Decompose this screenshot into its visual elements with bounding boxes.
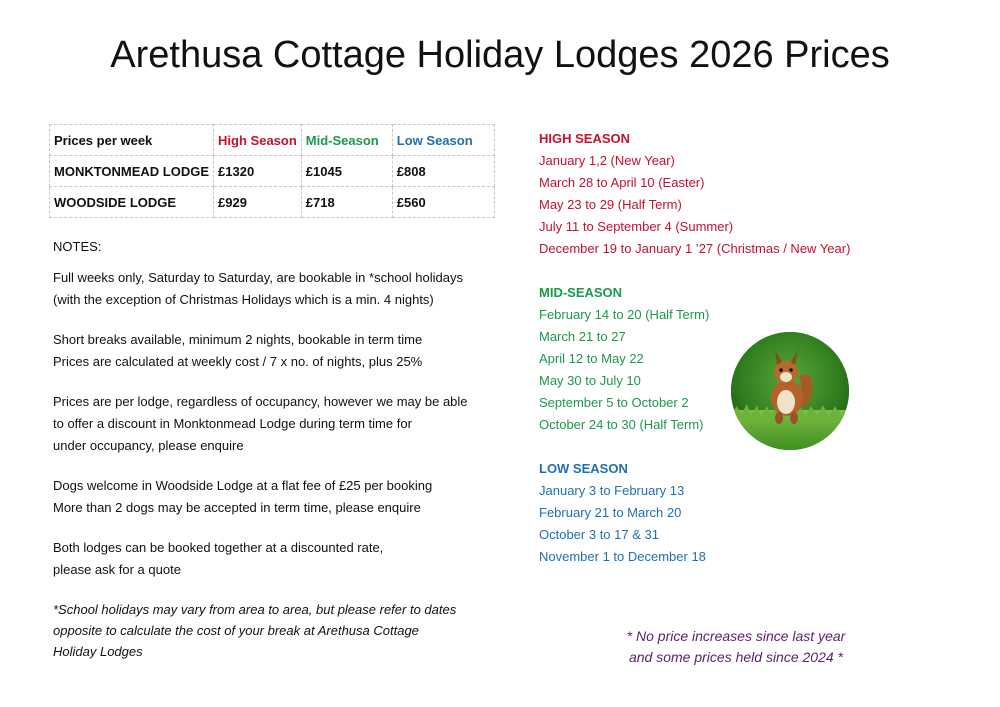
note-line: Prices are calculated at weekly cost / 7 x no. of nights, plus 25%: [53, 354, 423, 369]
low-season-block: [539, 458, 869, 568]
note-paragraph: [53, 267, 493, 311]
promo-line: and some prices held since 2024 *: [628, 649, 844, 665]
note-line: Both lodges can be booked together at a discounted rate,: [53, 540, 384, 555]
season-date: February 21 to March 20: [539, 505, 682, 520]
season-date: July 11 to September 4 (Summer): [539, 219, 734, 234]
season-date: May 23 to 29 (Half Term): [539, 197, 682, 212]
season-date: October 3 to 17 & 31: [539, 527, 659, 542]
high-season-dates: [539, 150, 869, 260]
season-date: December 19 to January 1 ’27 (Christmas / New Year): [539, 241, 851, 256]
season-date: March 21 to 27: [539, 329, 626, 344]
mid-season-title: MID-SEASON: [539, 285, 623, 300]
low-season-dates: [539, 480, 869, 568]
price-mid: £1045: [301, 156, 392, 187]
note-line: Short breaks available, minimum 2 nights, bookable in term time: [53, 332, 423, 347]
table-header-row: [50, 125, 495, 156]
season-date: January 3 to February 13: [539, 483, 685, 498]
season-date: April 12 to May 22: [539, 351, 644, 366]
header-mid-season: Mid-Season: [301, 125, 392, 156]
price-table: [49, 124, 495, 218]
price-low: £560: [392, 187, 494, 218]
note-paragraph: [53, 329, 493, 373]
note-line: Dogs welcome in Woodside Lodge at a flat fee of £25 per booking: [53, 478, 433, 493]
season-date: May 30 to July 10: [539, 373, 641, 388]
footnote-line: *School holidays may vary from area to area, but please refer to dates: [53, 602, 457, 617]
high-season-title: HIGH SEASON: [539, 131, 631, 146]
low-season-title: LOW SEASON: [539, 461, 628, 476]
note-line: under occupancy, please enquire: [53, 438, 244, 453]
high-season-block: [539, 128, 869, 260]
squirrel-photo: [731, 332, 849, 450]
season-date: September 5 to October 2: [539, 395, 689, 410]
header-low-season: Low Season: [392, 125, 494, 156]
season-date: October 24 to 30 (Half Term): [539, 417, 704, 432]
lodge-name: MONKTONMEAD LODGE: [50, 156, 214, 187]
note-line: Prices are per lodge, regardless of occupancy, however we may be able: [53, 394, 468, 409]
squirrel-illustration: [731, 332, 849, 450]
season-date: January 1,2 (New Year): [539, 153, 675, 168]
season-date: February 14 to 20 (Half Term): [539, 307, 710, 322]
note-line: Full weeks only, Saturday to Saturday, are bookable in *school holidays: [53, 270, 463, 285]
note-paragraph: [53, 537, 493, 581]
price-mid: £718: [301, 187, 392, 218]
table-row: [50, 187, 495, 218]
table-row: [50, 156, 495, 187]
note-line: please ask for a quote: [53, 562, 181, 577]
note-line: (with the exception of Christmas Holidays which is a min. 4 nights): [53, 292, 434, 307]
price-high: £929: [214, 187, 302, 218]
promo-message: [600, 626, 872, 668]
note-paragraph: [53, 475, 493, 519]
header-high-season: High Season: [214, 125, 302, 156]
lodge-name: WOODSIDE LODGE: [50, 187, 214, 218]
header-prices-per-week: Prices per week: [50, 125, 214, 156]
footnote-line: Holiday Lodges: [53, 644, 143, 659]
page-title: Arethusa Cottage Holiday Lodges 2026 Prices: [110, 34, 890, 76]
note-line: to offer a discount in Monktonmead Lodge during term time for: [53, 416, 412, 431]
school-holidays-footnote: [53, 599, 493, 662]
notes-heading: NOTES:: [53, 239, 102, 254]
price-low: £808: [392, 156, 494, 187]
footnote-line: opposite to calculate the cost of your break at Arethusa Cottage: [53, 623, 419, 638]
price-high: £1320: [214, 156, 302, 187]
season-date: March 28 to April 10 (Easter): [539, 175, 705, 190]
promo-line: * No price increases since last year: [626, 628, 846, 644]
note-line: More than 2 dogs may be accepted in term time, please enquire: [53, 500, 421, 515]
season-date: November 1 to December 18: [539, 549, 706, 564]
notes-section: [53, 236, 493, 680]
note-paragraph: [53, 391, 493, 457]
